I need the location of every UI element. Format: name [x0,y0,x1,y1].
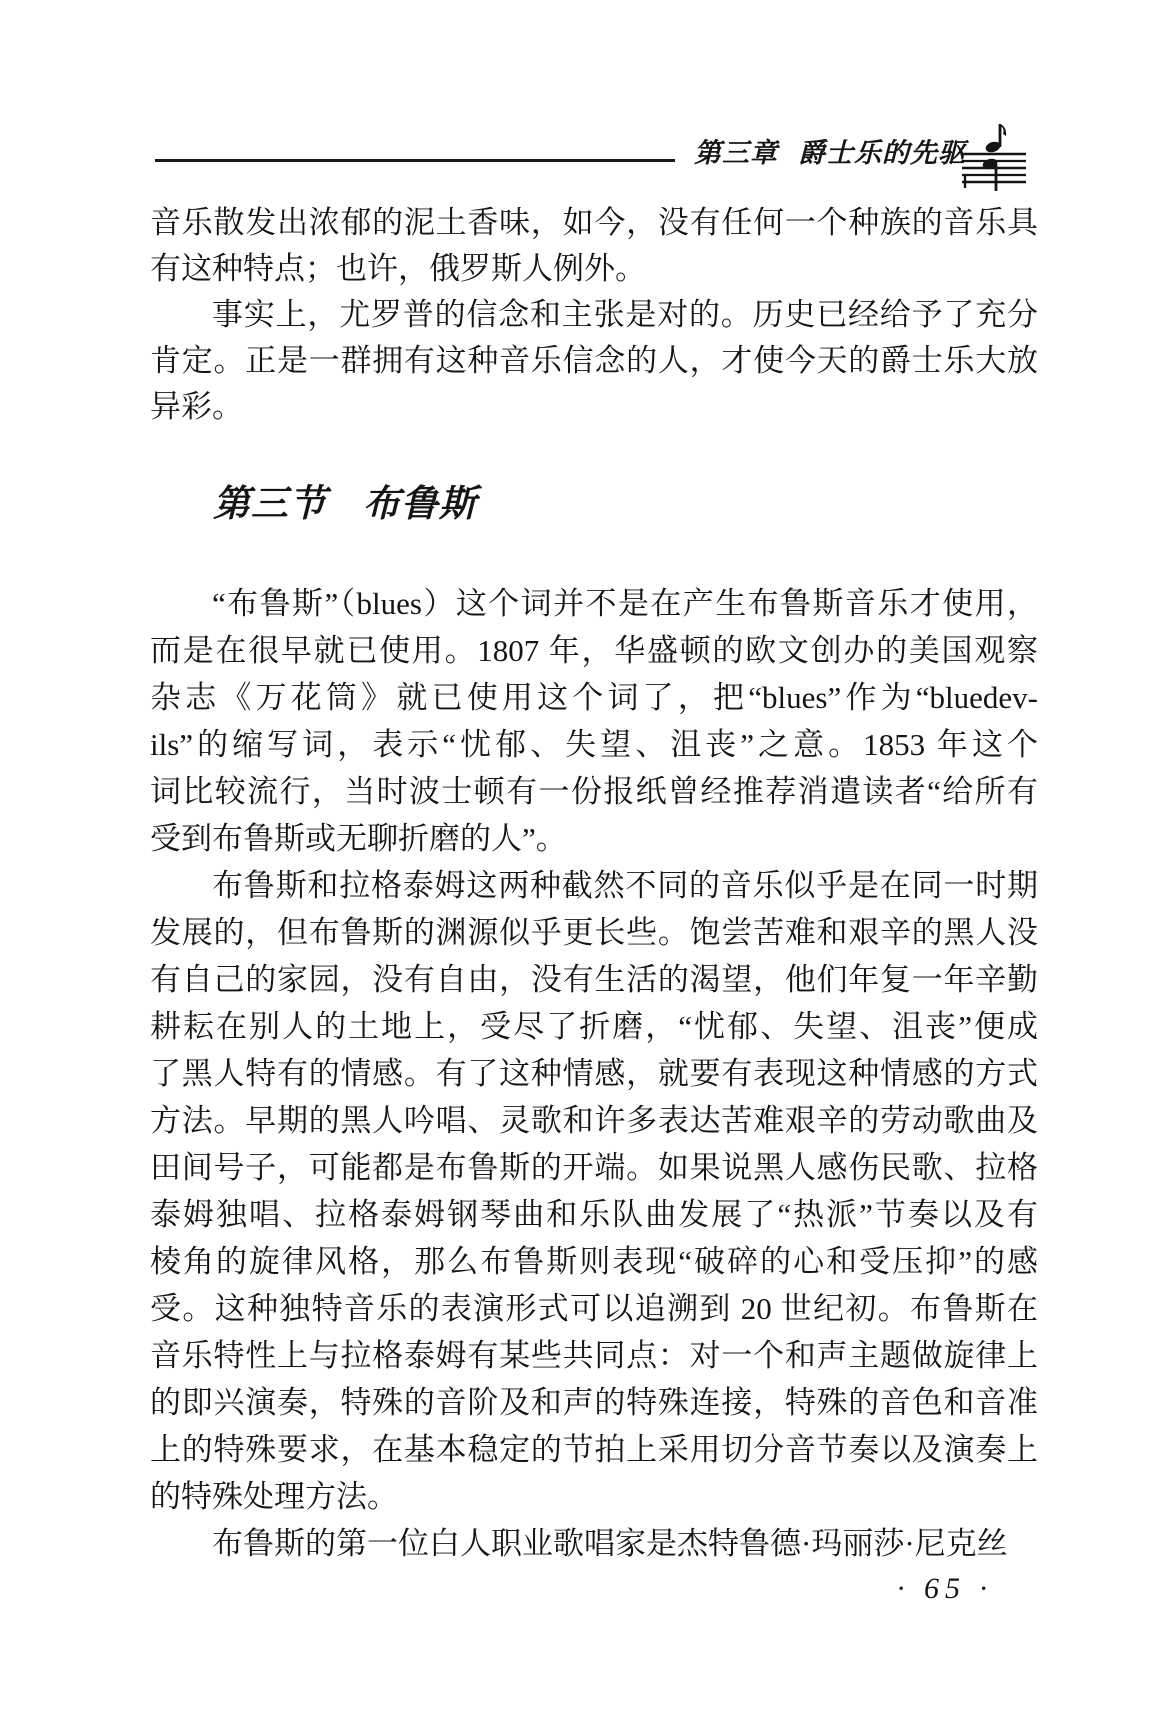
text-line: 有自己的家园，没有自由，没有生活的渴望，他们年复一年辛勤 [150,962,1038,997]
text-line: 词比较流行，当时波士顿有一份报纸曾经推荐消遣读者“给所有 [150,774,1038,809]
text-line: 肯定。正是一群拥有这种音乐信念的人，才使今天的爵士乐大放 [150,343,1038,378]
text-line: 受到布鲁斯或无聊折磨的人”。 [150,821,567,856]
header-rule [155,159,675,162]
body-text-lower [150,580,1038,1567]
section-heading [213,481,477,527]
text-line: 了黑人特有的情感。有了这种情感，就要有表现这种情感的方式 [150,1056,1038,1091]
text-line: 布鲁斯的第一位白人职业歌唱家是杰特鲁德·玛丽莎·尼克丝 [212,1526,1008,1561]
paragraph [150,1520,1038,1567]
text-line: 上的特殊要求，在基本稳定的节拍上采用切分音节奏以及演奏上 [150,1432,1038,1467]
text-line: 音乐散发出浓郁的泥土香味，如今，没有任何一个种族的音乐具 [150,205,1038,240]
music-staff-icon [956,114,1030,192]
paragraph [150,292,1038,430]
text-line: 的特殊处理方法。 [150,1479,398,1514]
text-line: 发展的，但布鲁斯的渊源似乎更长些。饱尝苦难和艰辛的黑人没 [150,915,1038,950]
text-line: 田间号子，可能都是布鲁斯的开端。如果说黑人感伤民歌、拉格 [150,1150,1038,1185]
section-title: 布鲁斯 [363,483,477,524]
paragraph [150,862,1038,1520]
body-text-upper [150,200,1038,430]
text-line: 音乐特性上与拉格泰姆有某些共同点：对一个和声主题做旋律上 [150,1338,1038,1373]
chapter-number: 第三章 [694,138,778,168]
page-number: · 65 · [897,1572,993,1605]
text-line: 耕耘在别人的土地上，受尽了折磨，“忧郁、失望、沮丧”便成 [150,1009,1038,1044]
text-line: ils”的缩写词，表示“忧郁、失望、沮丧”之意。1853 年这个 [150,727,1038,762]
paragraph [150,200,1038,292]
text-line: 事实上，尤罗普的信念和主张是对的。历史已经给予了充分 [212,297,1038,332]
text-line: 受。这种独特音乐的表演形式可以追溯到 20 世纪初。布鲁斯在 [150,1291,1038,1326]
text-line: 棱角的旋律风格，那么布鲁斯则表现“破碎的心和受压抑”的感 [150,1244,1038,1279]
section-number: 第三节 [213,483,327,524]
text-line: 的即兴演奏，特殊的音阶及和声的特殊连接，特殊的音色和音准 [150,1385,1038,1420]
text-line: 有这种特点；也许，俄罗斯人例外。 [150,251,646,286]
chapter-title [694,136,966,170]
text-line: “布鲁斯”（blues）这个词并不是在产生布鲁斯音乐才使用， [212,586,1038,621]
text-line: 而是在很早就已使用。1807 年，华盛顿的欧文创办的美国观察 [150,633,1038,668]
paragraph [150,580,1038,862]
chapter-name: 爵士乐的先驱 [798,138,966,168]
text-line: 布鲁斯和拉格泰姆这两种截然不同的音乐似乎是在同一时期 [212,868,1038,903]
text-line: 方法。早期的黑人吟唱、灵歌和许多表达苦难艰辛的劳动歌曲及 [150,1103,1038,1138]
text-line: 异彩。 [150,389,243,424]
text-line: 泰姆独唱、拉格泰姆钢琴曲和乐队曲发展了“热派”节奏以及有 [150,1197,1038,1232]
text-line: 杂志《万花筒》就已使用这个词了，把“blues”作为“bluedev- [150,680,1038,715]
